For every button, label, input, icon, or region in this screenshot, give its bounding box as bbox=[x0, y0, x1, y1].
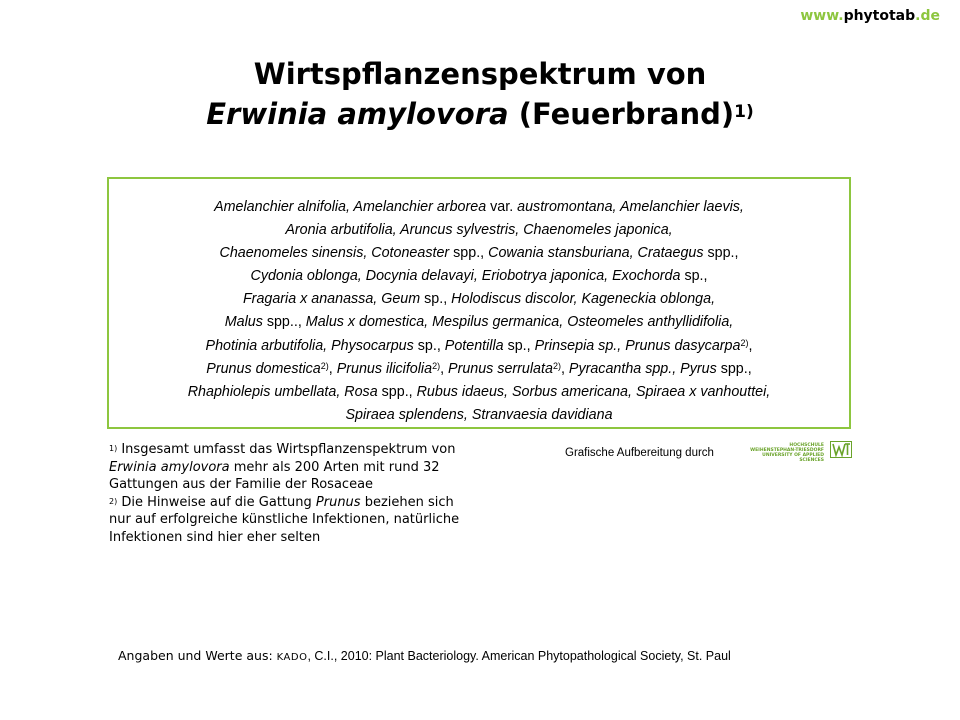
footnote-1-species: Erwinia amylovora bbox=[109, 459, 230, 475]
species-line bbox=[109, 219, 849, 242]
footnote-2-line-3: Infektionen sind hier eher selten bbox=[109, 529, 321, 545]
species-text: Aronia arbutifolia, Aruncus sylvestris, Chaenomeles japonica, bbox=[285, 222, 673, 239]
species-text: Malus bbox=[224, 314, 267, 331]
species-line bbox=[109, 404, 849, 427]
footnote-1-mark: 1) bbox=[109, 444, 118, 453]
species-line bbox=[109, 335, 849, 358]
source-author: KADO bbox=[276, 652, 308, 663]
species-line bbox=[109, 196, 849, 219]
species-text: , bbox=[328, 360, 337, 377]
footnote-mark: 2) bbox=[320, 360, 329, 371]
species-text: , bbox=[560, 360, 569, 377]
logo-text bbox=[736, 443, 824, 463]
site-name: phytotab bbox=[843, 8, 916, 24]
footnote-2-line-2: nur auf erfolgreiche künstliche Infektionen, natürliche bbox=[109, 512, 460, 527]
species-text: spp., bbox=[720, 360, 752, 377]
hswt-logo-icon bbox=[830, 441, 852, 458]
species-text: Holodiscus discolor, Kageneckia oblonga, bbox=[451, 291, 716, 308]
footnote-2-text-b: beziehen sich bbox=[360, 494, 454, 510]
species-text: Cowania stansburiana, Crataegus bbox=[488, 245, 708, 262]
species-text: Prinsepia sp., Prunus dasycarpa bbox=[534, 337, 741, 354]
footnote-2-text-a: Die Hinweise auf die Gattung bbox=[117, 494, 316, 510]
species-text: Fragaria x ananassa, Geum bbox=[242, 291, 425, 308]
species-text: spp., bbox=[707, 245, 739, 262]
species-text: spp., bbox=[453, 245, 489, 262]
species-text: sp., bbox=[424, 291, 452, 308]
species-text: Pyracantha spp., Pyrus bbox=[568, 360, 721, 377]
species-text: var. bbox=[490, 199, 518, 215]
title-line-2 bbox=[0, 94, 960, 134]
footnote-2-genus: Prunus bbox=[315, 494, 361, 510]
species-text: spp., bbox=[381, 383, 417, 400]
species-text: spp.., bbox=[266, 314, 306, 331]
site-url[interactable] bbox=[800, 8, 940, 24]
site-prefix: www. bbox=[800, 8, 844, 24]
title-common-name: (Feuerbrand) bbox=[508, 97, 735, 131]
species-line bbox=[109, 311, 849, 334]
host-species-box bbox=[107, 177, 851, 429]
logo-line-2: WEIHENSTEPHAN-TRIESDORF bbox=[750, 448, 824, 453]
title-line-1: Wirtspflanzenspektrum von bbox=[253, 57, 707, 91]
title-footnote-mark: 1) bbox=[734, 102, 754, 122]
page-title bbox=[0, 54, 960, 134]
species-text: , bbox=[748, 337, 753, 354]
species-line bbox=[109, 242, 849, 265]
logo-line-3: UNIVERSITY OF APPLIED SCIENCES bbox=[762, 453, 824, 463]
species-text: sp., bbox=[417, 337, 445, 354]
footnote-2-mark: 2) bbox=[109, 496, 118, 506]
site-suffix: .de bbox=[915, 8, 940, 24]
species-text: Rhaphiolepis umbellata, Rosa bbox=[187, 383, 382, 400]
species-line bbox=[109, 265, 849, 288]
species-text: sp., bbox=[507, 337, 535, 354]
source-rest: , C.I., 2010: Plant Bacteriology. American Phytopathological Society, St. Paul bbox=[307, 649, 731, 663]
species-line bbox=[109, 381, 849, 404]
footnote-mark: 2) bbox=[432, 360, 441, 371]
species-text: Photinia arbutifolia, Physocarpus bbox=[205, 337, 418, 354]
footnote-2 bbox=[109, 494, 519, 512]
species-text: Potentilla bbox=[444, 337, 508, 354]
footnotes bbox=[109, 441, 519, 546]
species-text: Prunus domestica bbox=[206, 360, 321, 377]
source-lead: Angaben und Werte aus: bbox=[118, 648, 277, 663]
species-text: austromontana, Amelanchier laevis, bbox=[517, 199, 744, 215]
footnote-mark: 2) bbox=[552, 360, 561, 371]
species-text: Prunus ilicifolia bbox=[336, 360, 433, 377]
footnote-1-line-3: Gattungen aus der Familie der Rosaceae bbox=[109, 477, 374, 492]
species-text: Cydonia oblonga, Docynia delavayi, Eriobotrya japonica, Exochorda bbox=[250, 268, 685, 285]
title-species: Erwinia amylovora bbox=[206, 97, 509, 131]
host-species-list bbox=[109, 196, 849, 427]
species-text: Chaenomeles sinensis, Cotoneaster bbox=[219, 245, 454, 262]
source-citation bbox=[118, 648, 731, 663]
species-text: Spiraea splendens, Stranvaesia davidiana bbox=[345, 406, 613, 423]
logo-line-1: HOCHSCHULE bbox=[789, 443, 824, 448]
footnote-1 bbox=[109, 441, 519, 459]
species-text: Amelanchier alnifolia, Amelanchier arborea bbox=[214, 199, 491, 215]
species-text: Malus x domestica, Mespilus germanica, Osteomeles anthyllidifolia, bbox=[305, 314, 734, 331]
footnote-mark: 2) bbox=[740, 337, 749, 348]
species-line bbox=[109, 288, 849, 311]
species-text: , bbox=[440, 360, 449, 377]
species-line bbox=[109, 358, 849, 381]
footnote-1-text-a: Insgesamt umfasst das Wirtspflanzenspektrum von bbox=[117, 442, 456, 457]
species-text: Rubus idaeus, Sorbus americana, Spiraea x vanhouttei, bbox=[416, 383, 771, 400]
footnote-1-line-2 bbox=[109, 459, 519, 477]
credit-text: Grafische Aufbereitung durch bbox=[565, 447, 714, 459]
species-text: Prunus serrulata bbox=[448, 360, 553, 377]
footnote-1-text-b: mehr als 200 Arten mit rund 32 bbox=[229, 459, 440, 475]
species-text: sp., bbox=[684, 268, 708, 285]
university-logo bbox=[736, 441, 852, 463]
